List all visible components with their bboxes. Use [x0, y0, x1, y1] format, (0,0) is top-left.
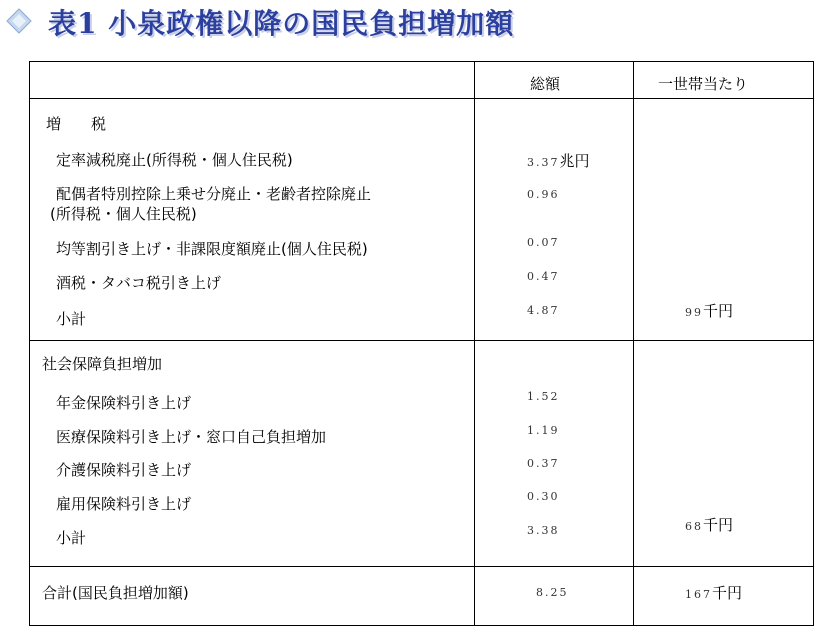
row-value: 0.96: [527, 188, 560, 201]
row-divider: [30, 340, 813, 341]
section-heading-tax: 増 税: [46, 115, 107, 133]
header-total: 総額: [530, 75, 561, 93]
value-unit: 千円: [703, 516, 734, 534]
value-unit: 千円: [712, 584, 743, 602]
value-unit: 兆円: [559, 152, 590, 170]
row-divider: [30, 566, 813, 567]
row-label: 酒税・タバコ税引き上げ: [56, 274, 221, 292]
row-value: 0.37: [527, 457, 560, 470]
section-heading-social: 社会保障負担増加: [42, 355, 163, 373]
row-label: 介護保険料引き上げ: [56, 461, 192, 479]
row-label-continuation: (所得税・個人住民税): [50, 205, 197, 223]
subtotal-value: 3.38: [527, 524, 560, 537]
column-divider: [474, 62, 475, 625]
row-value: 1.52: [527, 390, 560, 403]
row-value: 1.19: [527, 424, 560, 437]
page-title: 表1 小泉政権以降の国民負担増加額: [48, 7, 515, 40]
row-label: 医療保険料引き上げ・窓口自己負担増加: [56, 428, 327, 446]
row-value: 0.47: [527, 270, 560, 283]
burden-table: [29, 61, 814, 626]
total-value: 8.25: [536, 586, 569, 599]
total-label: 合計(国民負担増加額): [42, 584, 189, 602]
household-subtotal: 99千円: [685, 302, 734, 320]
row-value: 0.07: [527, 236, 560, 249]
row-label: 均等割引き上げ・非課限度額廃止(個人住民税): [56, 240, 368, 258]
diamond-bullet-icon: [6, 8, 32, 34]
row-label: 定率減税廃止(所得税・個人住民税): [56, 151, 293, 169]
header-per-household: 一世帯当たり: [658, 75, 749, 93]
document-title-bar: [0, 0, 815, 50]
row-value: 0.30: [527, 490, 560, 503]
household-subtotal: 68千円: [685, 516, 734, 534]
subtotal-label: 小計: [56, 529, 87, 547]
subtotal-value: 4.87: [527, 304, 560, 317]
household-total: 167千円: [685, 584, 743, 602]
subtotal-label: 小計: [56, 310, 87, 328]
row-label: 年金保険料引き上げ: [56, 394, 192, 412]
row-label: 雇用保険料引き上げ: [56, 495, 192, 513]
value-unit: 千円: [703, 302, 734, 320]
row-label: 配偶者特別控除上乗せ分廃止・老齢者控除廃止: [56, 185, 372, 203]
column-divider: [633, 62, 634, 625]
row-value: 3.37兆円: [527, 152, 590, 170]
row-divider: [30, 98, 813, 99]
